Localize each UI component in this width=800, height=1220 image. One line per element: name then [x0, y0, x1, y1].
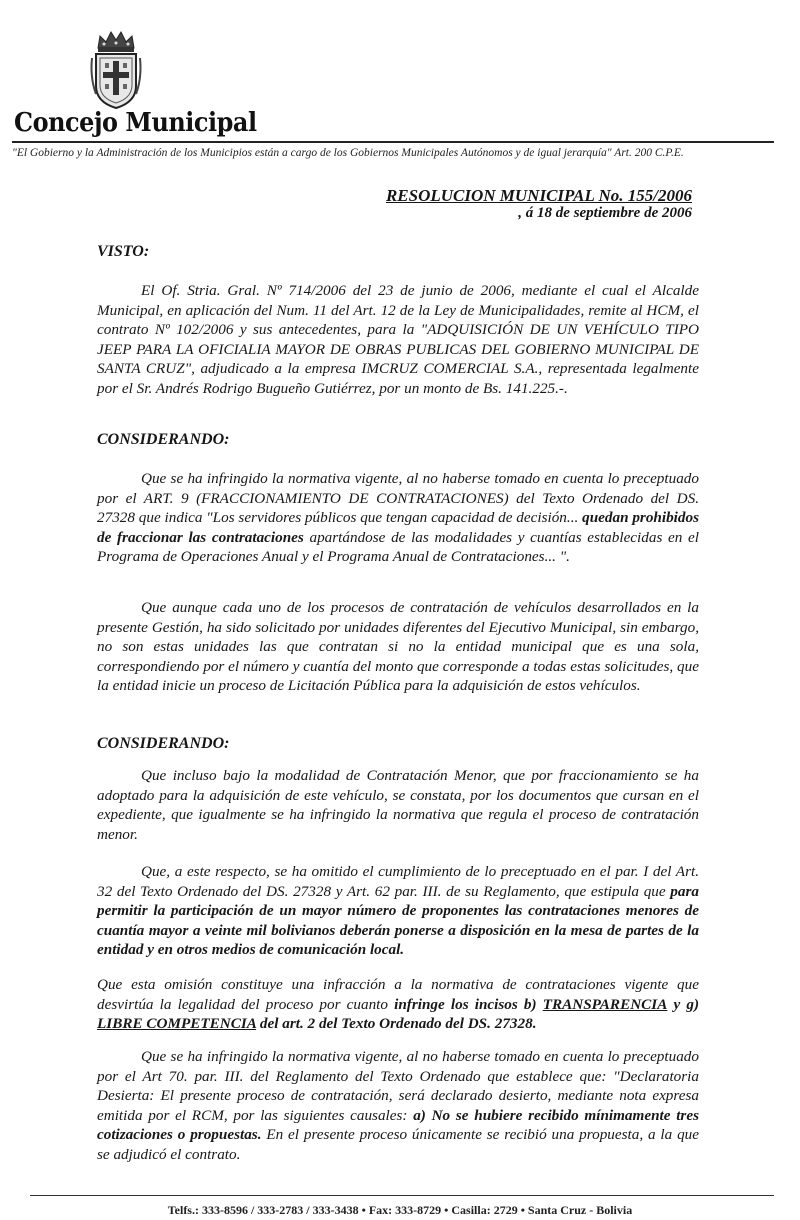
resolution-title: RESOLUCION MUNICIPAL No. 155/2006 — [385, 186, 692, 205]
footer-contact-info: Telfs.: 333-8596 / 333-2783 / 333-3438 • Fax: 333-8729 • Casilla: 2729 • Santa Cruz - Bolivia — [167, 1203, 633, 1217]
visto-heading: VISTO: — [97, 243, 150, 260]
considerando-2-paragraph-1: Que incluso bajo la modalidad de Contratación Menor, que por fraccionamiento se ha adoptado para la adquisición de este vehículo, se constata, por los documentos que cursan en el expediente, que igualmente se ha infringido la normativa que regula el proceso de contratación menor. — [97, 767, 699, 843]
considerando-heading-1: CONSIDERANDO: — [97, 431, 230, 448]
visto-paragraph: El Of. Stria. Gral. Nº 714/2006 del 23 de junio de 2006, mediante el cual el Alcalde Municipal, en aplicación del Num. 11 del Art. 12 de la Ley de Municipalidades, remite al HCM, el contrato Nº 102/2006 y sus antecedentes, para la "ADQUISICIÓN DE UN VEHÍCULO TIPO JEEP PARA LA OFICIALIA MAYOR DE OBRAS PUBLICAS DEL GOBIERNO MUNICIPAL DE SANTA CRUZ", adjudicado a la empresa IMCRUZ COMERCIAL S.A., representada legalmente por el Sr. Andrés Rodrigo Bugueño Gutiérrez, por un monto de Bs. 141.225.-. — [97, 282, 699, 397]
considerando-1-paragraph-1: Que se ha infringido la normativa vigente, al no haberse tomado en cuenta lo preceptuado por el ART. 9 (FRACCIONAMIENTO DE CONTRATACIONES) del Texto Ordenado del DS. 27328 que indica "Los servidores públicos que tengan capacidad de decisión... quedan prohibidos de fraccionar las contrataciones apartándose de las modalidades y cuantías establecidas en el Programa de Operaciones Anual y el Programa Anual de Contrataciones... ". — [97, 470, 699, 566]
considerando-heading-2: CONSIDERANDO: — [97, 735, 230, 752]
footer-divider — [30, 1195, 774, 1196]
header-divider — [12, 141, 774, 143]
considerando-2-paragraph-4: Que se ha infringido la normativa vigente, al no haberse tomado en cuenta lo preceptuado por el Art 70. par. III. del Reglamento del Texto Ordenado que establece que: "Declaratoria Desierta: El presente proceso de contratación, será declarado desierto, mediante nota expresa emitida por el RCM, por las siguientes causales: a) No se hubiere recibido mínimamente tres cotizaciones o propuestas. En el presente proceso únicamente se recibió una propuesta, a la que se adjudicó el contrato. — [97, 1048, 699, 1163]
considerando-2-paragraph-2: Que, a este respecto, se ha omitido el cumplimiento de lo preceptuado en el par. I del Art. 32 del Texto Ordenado del DS. 27328 y Art. 62 par. III. de su Reglamento, que estipula que para permitir la participación de un mayor número de proponentes las contrataciones menores de cuantía mayor a veinte mil bolivianos deberán ponerse a disposición en la mesa de partes de la entidad y en otros medios de comunicación local. — [97, 863, 699, 959]
municipal-crest-icon — [88, 28, 144, 112]
header-constitution-quote: "El Gobierno y la Administración de los Municipios están a cargo de los Gobiernos Municipales Autónomos y de igual jerarquía" Art. 200 C.P.E. — [12, 147, 684, 159]
considerando-1-paragraph-2: Que aunque cada uno de los procesos de contratación de vehículos desarrollados en la presente Gestión, ha sido solicitado por unidades diferentes del Ejecutivo Municipal, sin embargo, no son estas unidades las que contratan si no la entidad municipal que es una sola, correspondiendo por el número y cuantía del monto que corresponde a todas estas solicitudes, que la entidad inicie un proceso de Licitación Pública para la adquisición de estos vehículos. — [97, 599, 699, 695]
considerando-2-paragraph-3: Que esta omisión constituye una infracción a la normativa de contrataciones vigente que desvirtúa la legalidad del proceso por cuanto infringe los incisos b) TRANSPARENCIA y g) LIBRE COMPETENCIA del art. 2 del Texto Ordenado del DS. 27328. — [97, 976, 700, 1033]
resolution-date: , á 18 de septiembre de 2006 — [518, 205, 692, 221]
organization-name: Concejo Municipal — [14, 108, 257, 138]
